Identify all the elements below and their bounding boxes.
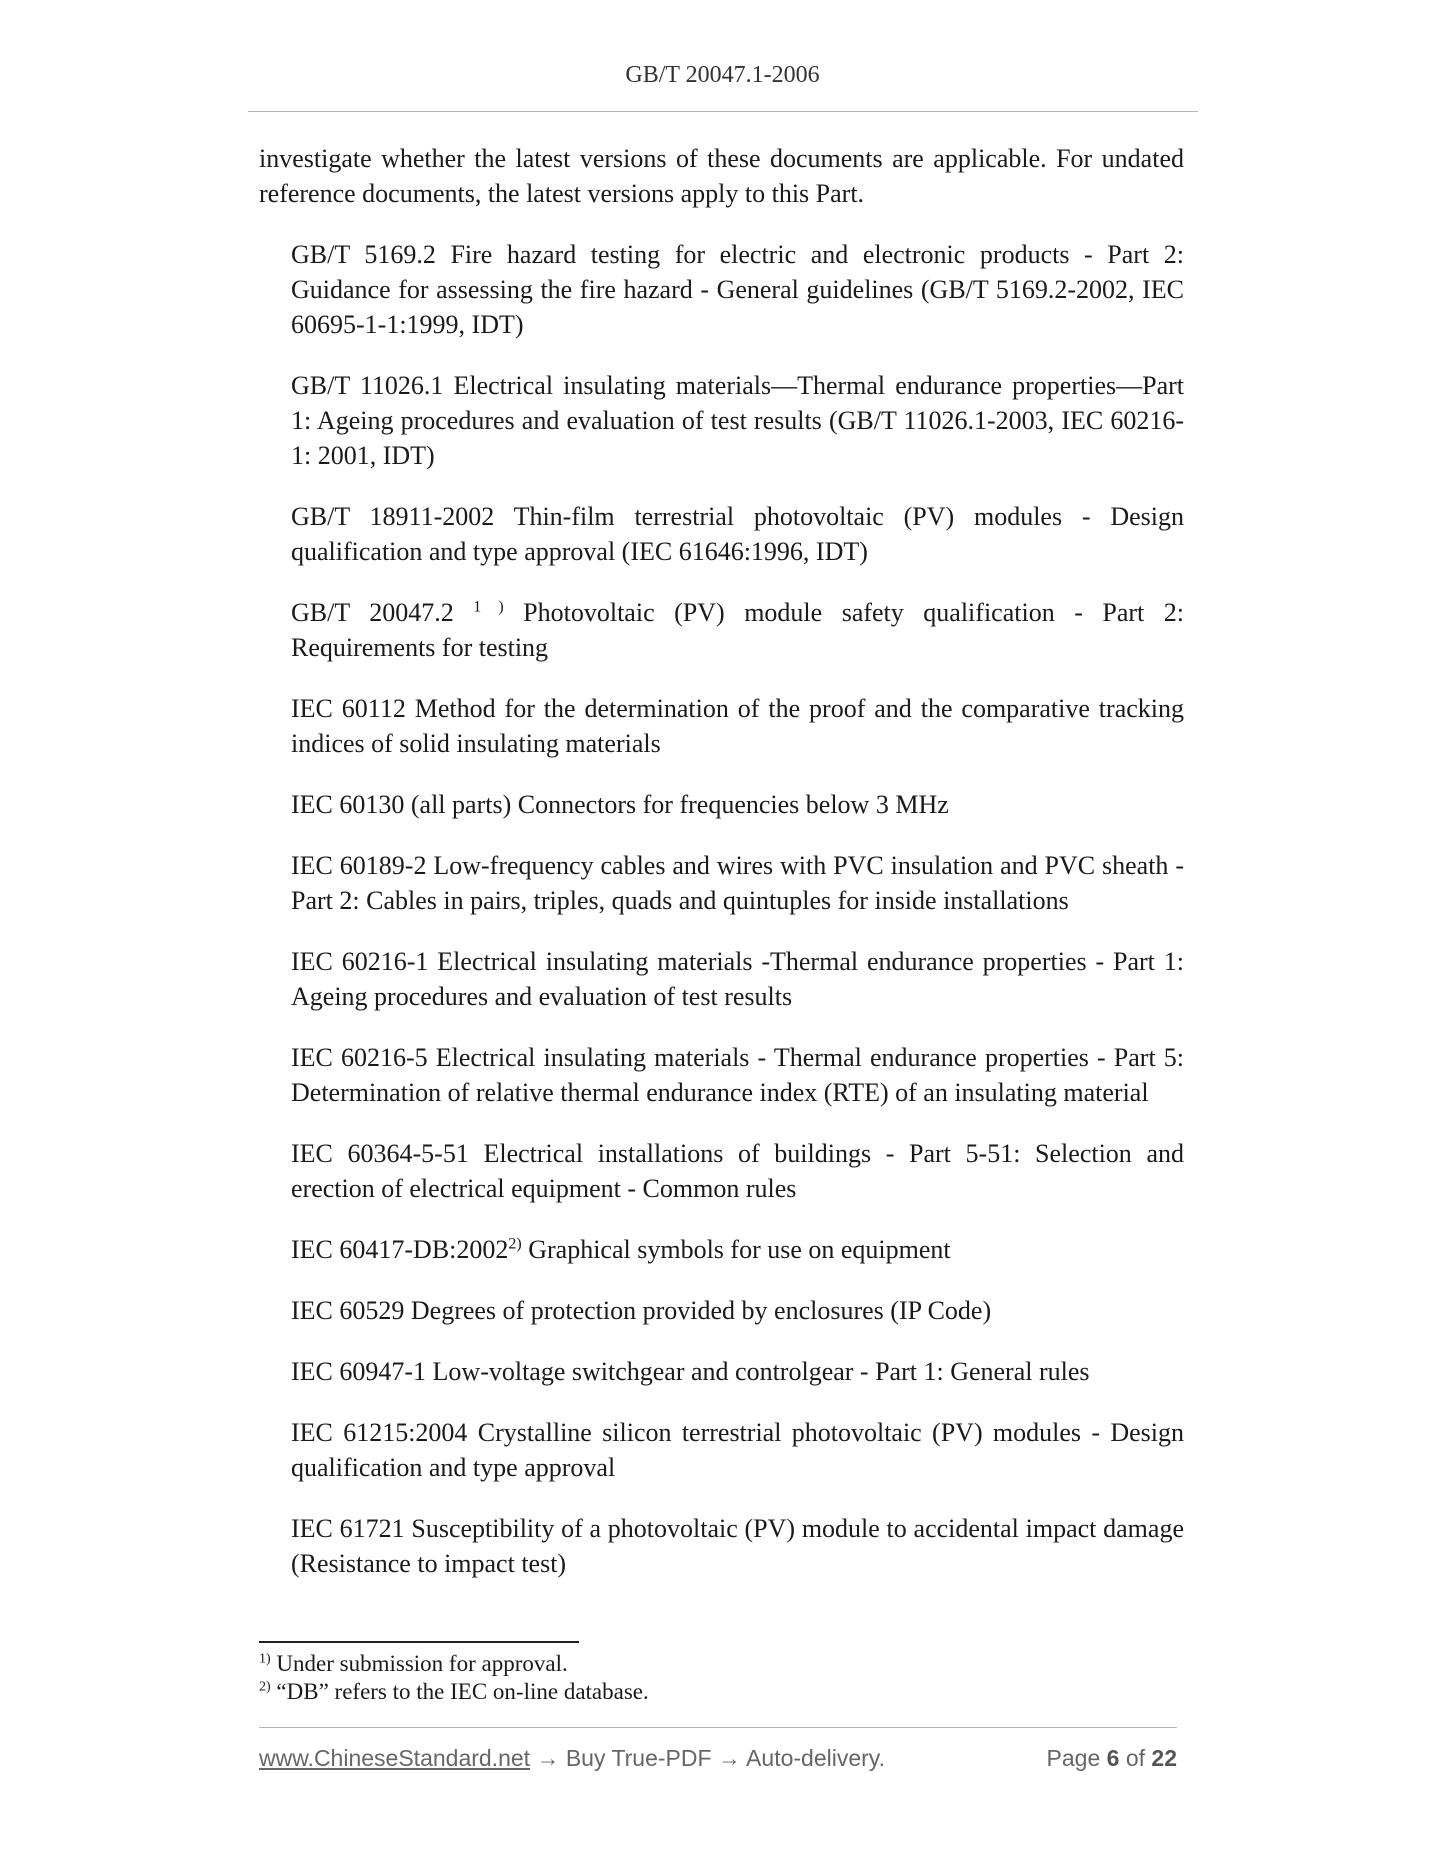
website-link[interactable]: www.ChineseStandard.net xyxy=(259,1745,531,1771)
footer-divider xyxy=(259,1727,1177,1728)
reference-item xyxy=(291,595,1184,665)
reference-item: GB/T 5169.2 Fire hazard testing for electric and electronic products - Part 2: Guidance for assessing the fire hazard - General guidelines (GB/T 5169.2-2002, IEC 60695-1-1:1999, IDT) xyxy=(291,240,1184,339)
footnote-text: Under submission for approval. xyxy=(270,1651,568,1676)
total-pages-number: 22 xyxy=(1151,1745,1177,1771)
intro-paragraph: investigate whether the latest versions of these documents are applicable. For undated reference documents, the latest versions apply to this Part. xyxy=(259,144,1184,208)
footnote-1 xyxy=(259,1650,1184,1678)
reference-item: IEC 60112 Method for the determination of the proof and the comparative tracking indices of solid insulating materials xyxy=(291,694,1184,758)
footer-promo xyxy=(259,1745,885,1772)
reference-title: Photovoltaic (PV) module safety qualification - Part 2: Requirements for testing xyxy=(291,598,1185,662)
page-header-doc-id: GB/T 20047.1-2006 xyxy=(625,62,820,88)
document-body xyxy=(259,141,1184,1607)
page-label: Page xyxy=(1046,1745,1101,1771)
footnote-divider xyxy=(259,1641,579,1643)
normative-references-list xyxy=(259,237,1184,1581)
reference-item: IEC 61215:2004 Crystalline silicon terrestrial photovoltaic (PV) modules - Design qualification and type approval xyxy=(291,1418,1184,1482)
footnote-2 xyxy=(259,1678,1184,1706)
reference-code: IEC 60417-DB:2002 xyxy=(291,1235,509,1264)
reference-title: Graphical symbols for use on equipment xyxy=(521,1235,951,1264)
page-of-label: of xyxy=(1125,1745,1146,1771)
footer-tagline: → Buy True-PDF → Auto-delivery. xyxy=(530,1745,885,1771)
reference-item: IEC 60189-2 Low-frequency cables and wires with PVC insulation and PVC sheath - Part 2: Cables in pairs, triples, quads and quintuples for inside installations xyxy=(291,851,1184,915)
reference-item: IEC 61721 Susceptibility of a photovoltaic (PV) module to accidental impact damage (Resistance to impact test) xyxy=(291,1514,1184,1578)
reference-item: IEC 60216-1 Electrical insulating materials -Thermal endurance properties - Part 1: Ageing procedures and evaluation of test results xyxy=(291,947,1184,1011)
reference-item: GB/T 18911-2002 Thin-film terrestrial photovoltaic (PV) modules - Design qualification and type approval (IEC 61646:1996, IDT) xyxy=(291,502,1184,566)
footnote-marker[interactable]: 1 ) xyxy=(473,598,504,616)
current-page-number: 6 xyxy=(1106,1745,1120,1771)
reference-item: IEC 60216-5 Electrical insulating materials - Thermal endurance properties - Part 5: Determination of relative thermal endurance index (RTE) of an insulating material xyxy=(291,1043,1184,1107)
footnote-mark: 1) xyxy=(259,1651,271,1667)
footnote-text: “DB” refers to the IEC on-line database. xyxy=(270,1679,649,1704)
reference-code: GB/T 20047.2 xyxy=(291,598,474,627)
reference-item: GB/T 11026.1 Electrical insulating materials—Thermal endurance properties—Part 1: Ageing procedures and evaluation of test results (GB/T 11026.1-2003, IEC 60216-1: 2001, IDT) xyxy=(291,371,1184,470)
reference-item xyxy=(291,1232,1184,1267)
page-footer xyxy=(259,1745,1177,1772)
page-indicator xyxy=(1047,1745,1177,1772)
header-divider xyxy=(248,111,1198,112)
reference-item: IEC 60947-1 Low-voltage switchgear and controlgear - Part 1: General rules xyxy=(291,1357,1090,1386)
reference-item: IEC 60130 (all parts) Connectors for frequencies below 3 MHz xyxy=(291,790,949,819)
footnote-mark: 2) xyxy=(259,1679,271,1695)
reference-item: IEC 60364-5-51 Electrical installations of buildings - Part 5-51: Selection and erection of electrical equipment - Common rules xyxy=(291,1139,1184,1203)
reference-item: IEC 60529 Degrees of protection provided by enclosures (IP Code) xyxy=(291,1296,992,1325)
footnotes xyxy=(259,1650,1184,1706)
footnote-marker[interactable]: 2) xyxy=(508,1235,522,1253)
